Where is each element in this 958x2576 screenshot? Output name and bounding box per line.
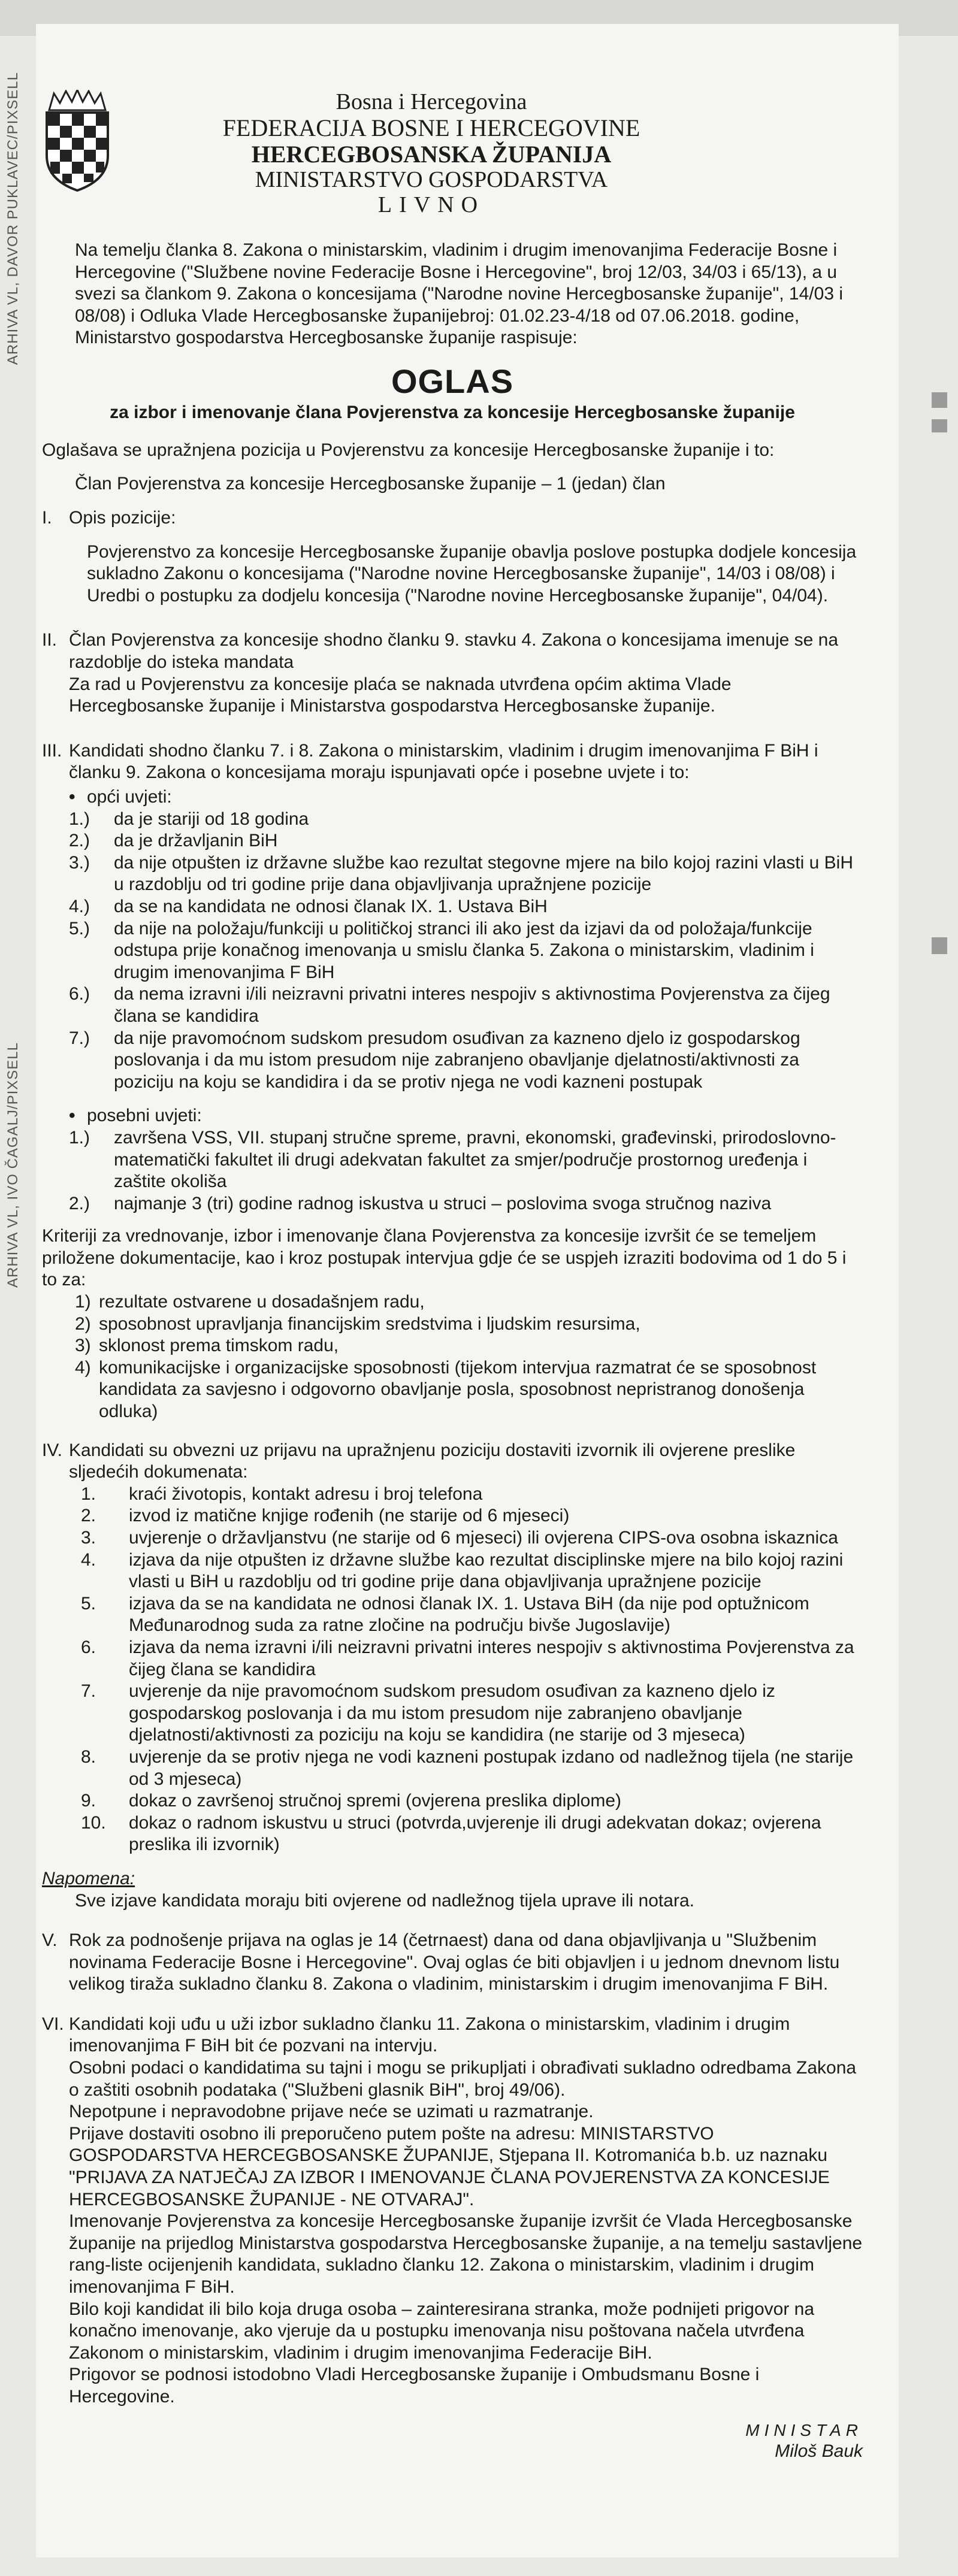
bullet-icon: • — [69, 1106, 75, 1126]
section-4 — [42, 1440, 863, 1856]
criteria-item — [75, 1335, 863, 1357]
document-item — [81, 1527, 863, 1549]
section-text: Bilo koji kandidat ili bilo koja druga osoba – zainteresirana stranka, može podnijeti prigovor na konačno imenovanje, ako vjeruje da u postupku imenovanja nisu poštovana načela utvrđena Zakonom o ministarskim, vladinim i drugim imenovanjima Federacije BiH. — [69, 2299, 815, 2363]
general-condition-item — [69, 983, 863, 1027]
general-conditions-list — [69, 809, 863, 1094]
list-item-number: 1.) — [69, 809, 90, 829]
header-county: HERCEGBOSANSKA ŽUPANIJA — [251, 140, 612, 168]
criteria-text: Kriteriji za vrednovanje, izbor i imenovanje člana Povjerenstva za koncesije izvršit će se temeljem priložene dokumentacije, kao i kroz postupak intervjua gdje će se uspjeh izraziti bodovima od 1 do 5 i to za: — [42, 1226, 847, 1290]
list-item-text: rezultate ostvarene u dosadašnjem radu, — [99, 1292, 425, 1312]
document-item — [81, 1505, 863, 1527]
document-item — [81, 1681, 863, 1746]
document-item — [81, 1484, 863, 1506]
photo-credit-bottom: ARHIVA VL, IVO ČAGALJ/PIXSELL — [5, 1042, 21, 1288]
list-item-text: izvod iz matične knjige rođenih (ne starije od 6 mjeseci) — [129, 1506, 570, 1526]
list-item-text: dokaz o radnom iskustvu u struci (potvrda,uvjerenje ili drugi adekvatan dokaz; ovjerena preslika ili izvornik) — [129, 1812, 821, 1855]
section-1 — [42, 507, 863, 619]
document-item — [81, 1637, 863, 1681]
list-item-number: 2) — [75, 1313, 91, 1334]
section-text: Kandidati su obvezni uz prijavu na upražnjenu poziciju dostaviti izvornik ili ovjerene preslike sljedećih dokumenata: — [69, 1440, 796, 1482]
general-condition-item — [69, 830, 863, 852]
list-item-text: izjava da se na kandidata ne odnosi članak IX. 1. Ustava BiH (da nije pod optužnicom Međunarodnog suda za ratne zločine na području bivše Jugoslavije) — [129, 1593, 809, 1636]
section-text: Član Povjerenstva za koncesije shodno članku 9. stavku 4. Zakona o koncesijama imenuje se na razdoblje do isteka mandata — [69, 630, 839, 673]
special-conditions-head: posebni uvjeti: — [87, 1106, 202, 1126]
list-item-number: 3. — [81, 1528, 96, 1548]
position-line: Član Povjerenstva za koncesije Hercegbosanske županije – 1 (jedan) član — [75, 474, 666, 494]
list-item-number: 6. — [81, 1637, 96, 1657]
section-text: Kandidati shodno članku 7. i 8. Zakona o ministarskim, vladinim i drugim imenovanjima F BiH i članku 9. Zakona o koncesijama moraju ispunjavati opće i posebne uvjete i to: — [69, 740, 818, 783]
header-city: LIVNO — [377, 192, 485, 217]
list-item-text: uvjerenje da nije pravomoćnom sudskom presudom osuđivan za kazneno djelo iz gospodarskog poslovanja i da mu istom presudom nije zabranjeno obavljanje djelatnosti/aktivnosti za poziciju na koju se kandidira (ne starije od 3 mjeseca) — [129, 1681, 775, 1745]
list-item-text: da se na kandidata ne odnosi članak IX. 1. Ustava BiH — [114, 896, 548, 916]
section-5 — [42, 1930, 863, 1996]
section-6 — [42, 2014, 863, 2408]
list-item-number: 5. — [81, 1593, 96, 1614]
list-item-number: 3.) — [69, 852, 90, 873]
list-item-text: dokaz o završenoj stručnoj spremi (ovjerena preslika diplome) — [129, 1791, 622, 1811]
list-item-number: 1.) — [69, 1127, 90, 1148]
list-item-number: 10. — [81, 1812, 106, 1833]
document-body — [42, 240, 863, 2462]
list-item-text: da nije na položaju/funkciji u političkoj stranci ili ako jest da izjavi da od položaja/funkcije odstupa prije konačnog imenovanja u smislu članka 5. Zakona o ministarskim, vladinim i drugim imenovanjima F BiH — [114, 918, 814, 982]
header-country: Bosna i Hercegovina — [336, 89, 527, 114]
header-ministry: MINISTARSTVO GOSPODARSTVA — [255, 167, 608, 192]
general-condition-item — [69, 896, 863, 918]
list-item-text: uvjerenje da se protiv njega ne vodi kazneni postupak izdano od nadležnog tijela (ne starije od 3 mjeseca) — [129, 1746, 854, 1789]
list-item-number: 1) — [75, 1292, 91, 1312]
list-item-text: da nema izravni i/ili neizravni privatni interes nespojiv s aktivnostima Povjerenstva za čijeg člana se kandidira — [114, 984, 830, 1026]
intro-paragraph: Na temelju članka 8. Zakona o ministarskim, vladinim i drugim imenovanjima Federacije Bosne i Hercegovine ("Službene novine Federacije Bosne i Hercegovine", broj 12/03, 34/03 i 65/13), a u svezi sa člankom 9. Zakona o koncesijama ("Narodne novine Hercegbosanske županije", 14/03 i 08/08) i Odluka Vlade Hercegbosanske županijebroj: 01.02.23-4/18 od 07.06.2018. godine, Ministarstvo gospodarstva Hercegbosanske županije raspisuje: — [75, 240, 844, 348]
section-number: III. — [42, 740, 62, 761]
page-title: OGLAS — [391, 362, 514, 400]
bullet-icon: • — [69, 787, 75, 807]
list-item-text: da nije otpušten iz državne službe kao rezultat stegovne mjere na bilo kojoj razini vlasti u BiH u razdoblju od tri godine prije dana objavljivanja upražnjene pozicije — [114, 852, 853, 895]
list-item-text: uvjerenje o državljanstvu (ne starije od 6 mjeseci) ili ovjerena CIPS-ova osobna iskaznica — [129, 1528, 838, 1548]
section-title: Opis pozicije: — [69, 508, 176, 528]
criteria-item — [75, 1291, 863, 1313]
coat-of-arms-icon — [42, 90, 113, 192]
margin-mark — [932, 392, 947, 408]
signature — [42, 2420, 863, 2463]
photo-credit-top: ARHIVA VL, DAVOR PUKLAVEC/PIXSELL — [5, 72, 21, 365]
list-item-number: 4. — [81, 1549, 96, 1570]
section-number: V. — [42, 1930, 58, 1951]
margin-mark — [932, 937, 947, 954]
section-number: II. — [42, 630, 58, 650]
note-title: Napomena: — [42, 1868, 135, 1888]
section-text: Za rad u Povjerenstvu za koncesije plaća se naknada utvrđena općim aktima Vlade Hercegbosanske županije i Ministarstva gospodarstva Hercegbosanske županije. — [69, 674, 732, 716]
page-subtitle: za izbor i imenovanje člana Povjerenstva za koncesije Hercegbosanske županije — [110, 402, 795, 423]
document-item — [81, 1790, 863, 1812]
list-item-text: da nije pravomoćnom sudskom presudom osuđivan za kazneno djelo iz gospodarskog poslovanja i da mu istom presudom nije zabranjeno obavljanje djelatnosti/aktivnosti za poziciju na koju se kandidira i da se protiv njega ne vodi kazneni postupak — [114, 1028, 800, 1092]
list-item-number: 9. — [81, 1791, 96, 1811]
list-item-number: 7.) — [69, 1028, 90, 1048]
section-2 — [42, 629, 863, 729]
list-item-text: izjava da nema izravni i/ili neizravni privatni interes nespojiv s aktivnostima Povjerenstva za čijeg člana se kandidira — [129, 1637, 854, 1679]
section-text: Kandidati koji uđu u uži izbor sukladno članku 11. Zakona o ministarskim, vladinim i drugim imenovanjima F BiH bit će pozvani na intervju. — [69, 2014, 790, 2056]
general-condition-item — [69, 918, 863, 984]
list-item-number: 3) — [75, 1336, 91, 1356]
header-federation: FEDERACIJA BOSNE I HERCEGOVINE — [222, 114, 640, 141]
list-item-number: 6.) — [69, 984, 90, 1004]
section-number: IV. — [42, 1440, 62, 1460]
list-item-number: 2.) — [69, 831, 90, 851]
section-text: Prigovor se podnosi istodobno Vladi Hercegbosanske županije i Ombudsmanu Bosne i Hercegovine. — [69, 2365, 760, 2407]
document-item — [81, 1593, 863, 1637]
margin-mark — [932, 419, 947, 432]
section-3 — [42, 740, 863, 1215]
list-item-number: 2. — [81, 1506, 96, 1526]
list-item-number: 8. — [81, 1746, 96, 1767]
document-item — [81, 1812, 863, 1856]
list-item-text: sposobnost upravljanja financijskim sredstvima i ljudskim resursima, — [99, 1313, 640, 1334]
list-item-number: 4) — [75, 1357, 91, 1378]
list-item-number: 1. — [81, 1484, 96, 1504]
list-item-text: da je državljanin BiH — [114, 831, 278, 851]
signature-role: MINISTAR — [745, 2420, 863, 2439]
announce-paragraph: Oglašava se upražnjena pozicija u Povjerenstvu za koncesije Hercegbosanske županije i to: — [42, 440, 775, 460]
special-conditions-list — [69, 1127, 863, 1215]
criteria-list — [75, 1291, 863, 1423]
section-text: Nepotpune i nepravodobne prijave neće se uzimati u razmatranje. — [69, 2102, 594, 2122]
list-item-text: završena VSS, VII. stupanj stručne spreme, pravni, ekonomski, građevinski, prirodoslovno-matematički fakultet ili drugi adekvatan fakultet za smjer/područje prostornog uređenja i zaštite okoliša — [114, 1127, 836, 1192]
list-item-text: sklonost prema timskom radu, — [99, 1336, 339, 1356]
general-condition-item — [69, 809, 863, 831]
list-item-text: kraći životopis, kontakt adresu i broj telefona — [129, 1484, 483, 1504]
list-item-number: 2.) — [69, 1193, 90, 1213]
special-condition-item — [69, 1127, 863, 1193]
criteria-item — [75, 1357, 863, 1423]
criteria-item — [75, 1313, 863, 1336]
special-condition-item — [69, 1193, 863, 1215]
documents-list — [81, 1484, 863, 1856]
signature-name: Miloš Bauk — [775, 2441, 863, 2461]
list-item-number: 7. — [81, 1681, 96, 1702]
document-header — [42, 90, 869, 228]
section-text: Imenovanje Povjerenstva za koncesije Hercegbosanske županije izvršit će Vlada Hercegbosanske županije na prijedlog Ministarstva gospodarstva Hercegbosanske županije, a na temelju sastavljene rang-liste ocijenjenih kandidata, sukladno članku 12. Zakona o ministarskim, vladinim i drugim imenovanjima F BiH. — [69, 2211, 863, 2297]
section-text: Povjerenstvo za koncesije Hercegbosanske županije obavlja poslove postupka dodjele koncesija sukladno Zakonu o koncesijama ("Narodne novine Hercegbosanske županije", 14/03 i 08/08) i Uredbi o postupku za dodjelu koncesija ("Narodne novine Hercegbosanske županije", 04/04). — [87, 541, 857, 606]
general-conditions-head: opći uvjeti: — [87, 787, 172, 807]
list-item-number: 5.) — [69, 918, 90, 939]
note-text: Sve izjave kandidata moraju biti ovjerene od nadležnog tijela uprave ili notara. — [75, 1890, 694, 1911]
general-condition-item — [69, 1028, 863, 1094]
list-item-text: komunikacijske i organizacijske sposobnosti (tijekom intervjua razmatrat će se sposobnost kandidata za savjesno i odgovorno obavljanje posla, sposobnost nepristranog donošenja odluka) — [99, 1357, 817, 1422]
general-condition-item — [69, 852, 863, 896]
list-item-number: 4.) — [69, 896, 90, 916]
list-item-text: izjava da nije otpušten iz državne službe kao rezultat disciplinske mjere na bilo kojoj razini vlasti u BiH u razdoblju od tri godine prije dana objavljivanja upražnjene pozicije — [129, 1549, 844, 1592]
section-text: Prijave dostaviti osobno ili preporučeno putem pošte na adresu: MINISTARSTVO GOSPODARSTVA HERCEGBOSANSKE ŽUPANIJE, Stjepana II. Kotromanića b.b. uz naznaku "PRIJAVA ZA NATJEČAJ ZA IZBOR I IMENOVANJE ČLANA POVJERENSTVA ZA KONCESIJE HERCEGBOSANSKE ŽUPANIJE - NE OTVARAJ". — [69, 2123, 830, 2209]
section-number: VI. — [42, 2014, 64, 2034]
document-item — [81, 1549, 863, 1593]
document-item — [81, 1746, 863, 1790]
list-item-text: da je stariji od 18 godina — [114, 809, 309, 829]
list-item-text: najmanje 3 (tri) godine radnog iskustva u struci – poslovima svoga stručnog naziva — [114, 1193, 772, 1213]
section-text: Osobni podaci o kandidatima su tajni i mogu se prikupljati i obrađivati sukladno odredbama Zakona o zaštiti osobnih podataka ("Službeni glasnik BiH", broj 49/06). — [69, 2058, 857, 2100]
section-number: I. — [42, 508, 52, 528]
section-text: Rok za podnošenje prijava na oglas je 14 (četrnaest) dana od dana objavljivanja u "Službenim novinama Federacije Bosne i Hercegovine". Ovaj oglas će biti objavljen i u jednom dnevnom listu velikog tiraža sukladno članku 8. Zakona o vladinim, ministarskim i drugim imenovanjima F BiH. — [69, 1930, 840, 1994]
